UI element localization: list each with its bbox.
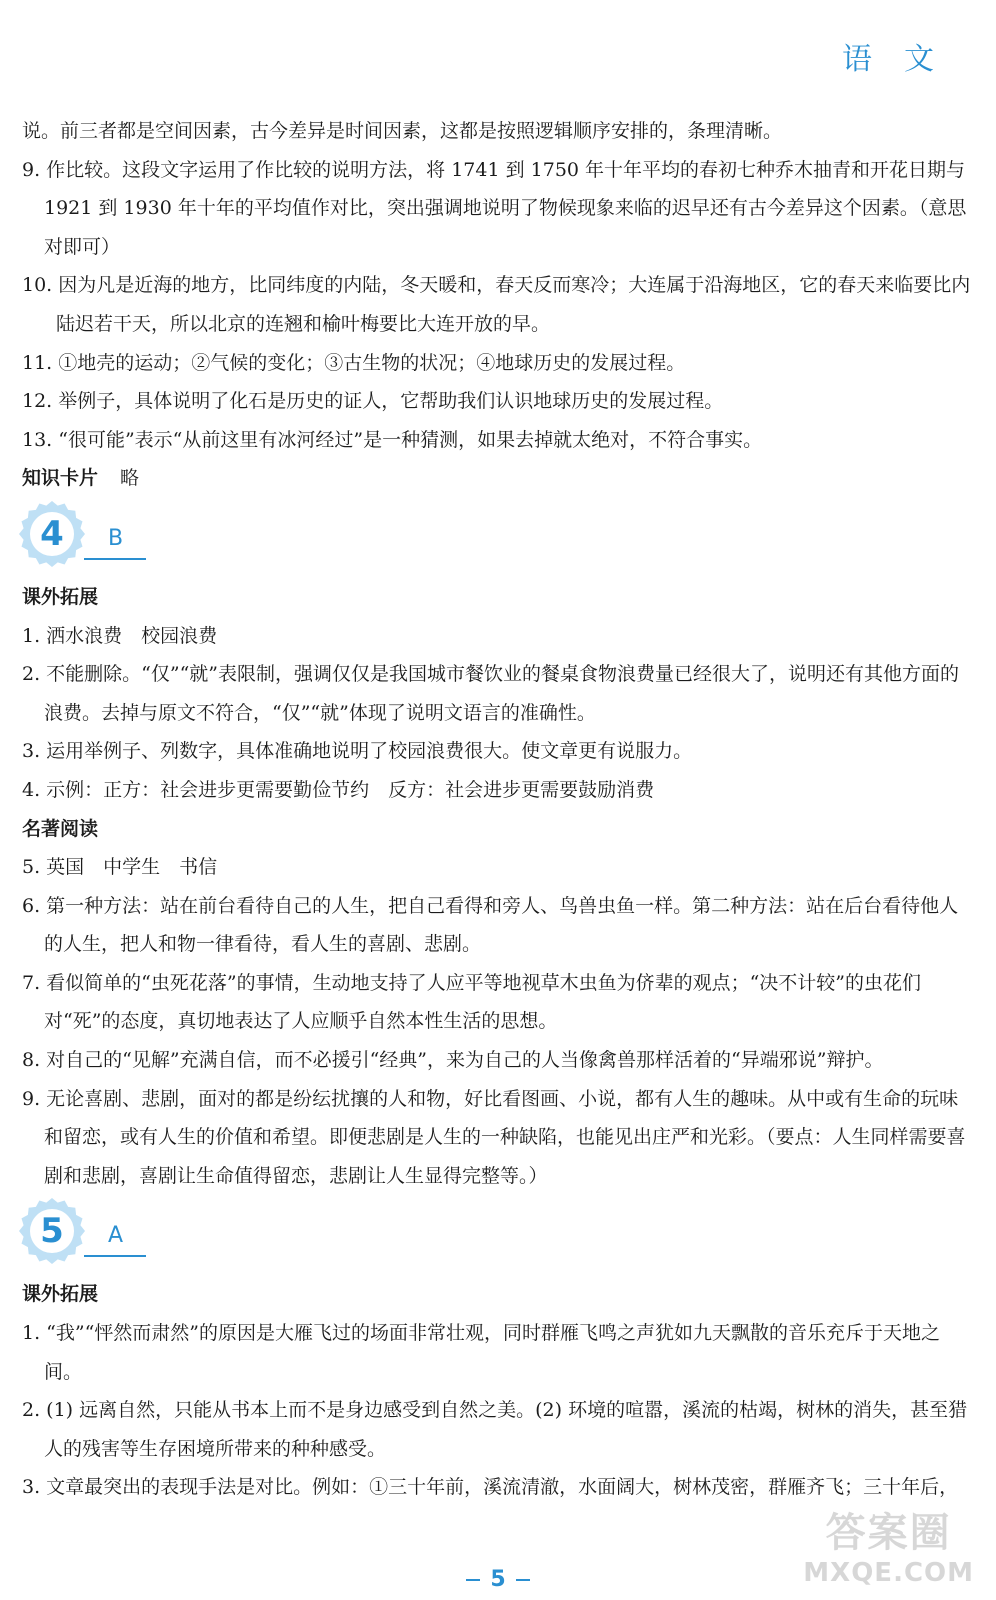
answer-paragraph: 8. 对自己的“见解”充满自信，而不必援引“经典”，来为自己的人当像禽兽那样活着的“异端邪说”辩护。 [22, 1049, 884, 1072]
watermark [803, 1501, 974, 1588]
answer-paragraph: 2. (1) 远离自然，只能从书本上而不是身边感受到自然之美。(2) 环境的喧嚣，溪流的枯竭，树林的消失，甚至猎人的残害等生存困境所带来的种种感受。 [22, 1399, 968, 1460]
unit-number: 4 [40, 513, 64, 554]
watermark-cn: 答案圈 [825, 1510, 952, 1556]
heading-label: 知识卡片 [22, 467, 99, 490]
answer-paragraph: 1. 洒水浪费 校园浪费 [22, 624, 218, 647]
subject-title: 语文 [842, 42, 966, 77]
answer-paragraph: 10. 因为凡是近海的地方，比同纬度的内陆，冬天暖和，春天反而寒冷；大连属于沿海地区，它的春天来临要比内陆迟若干天，所以北京的连翘和榆叶梅要比大连开放的早。 [22, 274, 971, 335]
answer-paragraph: 2. 不能删除。“仅”“就”表限制，强调仅仅是我国城市餐饮业的餐桌食物浪费量已经很大了，说明还有其他方面的浪费。去掉与原文不符合，“仅”“就”体现了说明文语言的准确性。 [22, 663, 960, 724]
section-heading [0, 459, 996, 498]
unit-letter: B [108, 525, 124, 551]
section-heading [0, 578, 996, 617]
watermark-en: MXQE.COM [803, 1558, 974, 1588]
heading-extra: 略 [120, 467, 140, 490]
answer-paragraph: 7. 看似简单的“虫死花落”的事情，生动地支持了人应平等地视草木虫鱼为侪辈的观点；“决不计较”的虫花们对“死”的态度，真切地表达了人应顺乎自然本性生活的思想。 [22, 971, 922, 1033]
section-heading [0, 810, 996, 849]
answer-content [0, 112, 996, 1507]
unit-underline [84, 1255, 146, 1257]
heading-label: 名著阅读 [22, 817, 99, 840]
answer-paragraph: 1. “我”“怦然而肃然”的原因是大雁飞过的场面非常壮观，同时群雁飞鸣之声犹如九天飘散的音乐充斥于天地之间。 [22, 1322, 941, 1383]
page-dash-right [516, 1579, 530, 1581]
answer-paragraph: 12. 举例子，具体说明了化石是历史的证人，它帮助我们认识地球历史的发展过程。 [22, 390, 724, 413]
answer-paragraph: 9. 作比较。这段文字运用了作比较的说明方法，将 1741 到 1750 年十年平均的春初七种乔木抽青和开花日期与 1921 到 1930 年十年的平均值作对比，突出强调地说明了物候现象来临的迟早还有古今差异这个因素。（意思对即可） [22, 158, 967, 258]
unit-number: 5 [40, 1211, 64, 1252]
page-dash-left [466, 1579, 480, 1581]
unit-letter: A [108, 1223, 124, 1249]
answer-paragraph: 9. 无论喜剧、悲剧，面对的都是纷纭扰攘的人和物，好比看图画、小说，都有人生的趣味。从中或有生命的玩味和留恋，或有人生的价值和希望。即便悲剧是人生的一种缺陷，也能见出庄严和光彩。（要点：人生同样需要喜剧和悲剧，喜剧让生命值得留恋，悲剧让人生显得完整等。） [22, 1087, 966, 1187]
answer-paragraph: 6. 第一种方法：站在前台看待自己的人生，把自己看得和旁人、鸟兽虫鱼一样。第二种方法：站在后台看待他人的人生，把人和物一律看待，看人生的喜剧、悲剧。 [22, 894, 959, 956]
answer-paragraph: 说。前三者都是空间因素，古今差异是时间因素，这都是按照逻辑顺序安排的，条理清晰。 [22, 120, 783, 142]
unit-header [0, 1195, 996, 1275]
answer-paragraph: 3. 运用举例子、列数字，具体准确地说明了校园浪费很大。使文章更有说服力。 [22, 740, 693, 763]
section-heading [0, 1275, 996, 1314]
answer-paragraph: 4. 示例：正方：社会进步更需要勤俭节约 反方：社会进步更需要鼓励消费 [22, 778, 655, 801]
page-number-value: 5 [490, 1567, 506, 1592]
unit-header [0, 498, 996, 578]
answer-paragraph: 11. ①地壳的运动；②气候的变化；③古生物的状况；④地球历史的发展过程。 [22, 351, 686, 374]
answer-paragraph: 3. 文章最突出的表现手法是对比。例如：①三十年前，溪流清澈，水面阔大，树林茂密，群雁齐飞；三十年后， [22, 1476, 959, 1499]
unit-underline [84, 558, 146, 560]
heading-label: 课外拓展 [22, 585, 99, 608]
heading-label: 课外拓展 [22, 1283, 99, 1306]
answer-paragraph: 13. “很可能”表示“从前这里有冰河经过”是一种猜测，如果去掉就太绝对，不符合事实。 [22, 428, 763, 451]
answer-paragraph: 5. 英国 中学生 书信 [22, 856, 218, 879]
